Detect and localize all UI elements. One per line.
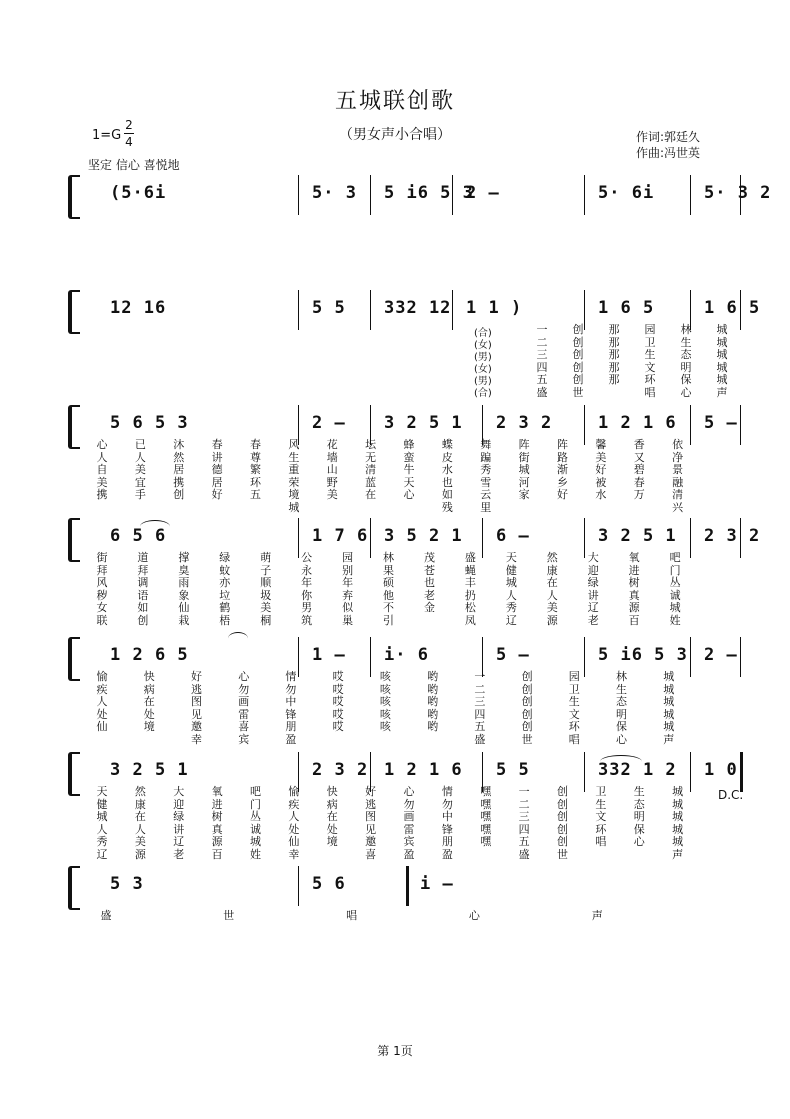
score-system	[70, 518, 761, 638]
measure-notes: 5· 3 2	[704, 183, 772, 203]
measure-notes: 3 2 5 1	[598, 526, 677, 546]
measure-notes: 6 –	[496, 526, 530, 546]
lyric-column: 哎 哎 哎 哎 哎	[332, 670, 344, 733]
measure-notes: 5 –	[496, 645, 530, 665]
lyric-column: 吧 门 丛 诚 城 姓	[250, 785, 261, 861]
bar-line	[298, 290, 299, 330]
lyric-column: 心	[468, 909, 480, 922]
lyric-column: 盛	[100, 909, 112, 922]
lyric-column: 依 净 景 融 清 兴	[672, 438, 684, 514]
bar-line	[690, 518, 691, 558]
lyric-column: 情 勿 中 锋 朋 盈	[441, 785, 453, 861]
lyric-column: 舞 蹁 秀 雪 云 里	[480, 438, 492, 514]
lyric-column: 城 城 城 城 城 声	[672, 785, 684, 861]
lyric-column: 园 卫 生 文 环 唱	[568, 670, 580, 746]
measure-notes: 5 6	[312, 874, 346, 894]
bar-line	[298, 518, 299, 558]
lyric-column: 大 迎 绿 讲 辽 老	[173, 785, 185, 861]
bar-line	[690, 405, 691, 445]
lyric-column: 情 勿 中 锋 朋 盈	[285, 670, 297, 746]
lyric-column: 坛 无 清 蓝 在	[365, 438, 377, 501]
bar-line	[370, 290, 371, 330]
lyric-column: 茂 苍 也 老 金	[423, 551, 435, 614]
system-bracket	[68, 752, 80, 796]
lyric-column: 林 生 态 明 保 心	[616, 670, 628, 746]
lyric-column: 撑 臭 雨 象 仙 栽	[178, 551, 190, 627]
bar-line	[740, 752, 743, 792]
lyric-column: 春 讲 德 居 好	[211, 438, 223, 501]
lyric-column: 园 别 年 弃 似 巢	[342, 551, 354, 627]
measure-notes: 2 –	[704, 645, 738, 665]
lyric-column: 街 拜 风 秽 女 联	[96, 551, 108, 627]
lyric-column: 好 逃 图 见 邀 幸	[190, 670, 202, 746]
lyric-column: 创 创 创 创 创 世	[557, 785, 568, 861]
lyric-column: 咳 咳 咳 咳 咳	[379, 670, 391, 733]
lyric-column: 世	[223, 909, 235, 922]
bar-line	[584, 752, 585, 792]
bar-line	[584, 518, 585, 558]
lyric-column: 萌 子 顺 圾 美 桐	[260, 551, 272, 627]
lyric-column: 花 墙 山 野 美	[326, 438, 338, 501]
lyric-column: 绿 蚊 亦 垃 鹤 梧	[219, 551, 231, 627]
bar-line	[584, 637, 585, 677]
lyricist-credit: 作词:郭廷久	[636, 130, 701, 144]
lyric-column: 园 卫 生 文 环 唱	[644, 323, 656, 399]
system-bracket	[68, 175, 80, 219]
measure-notes: 1 0	[704, 760, 738, 780]
lyric-column: 风 生 重 荣 境 城	[288, 438, 300, 514]
lyric-column: 生 态 明 保 心	[633, 785, 645, 848]
lyric-column: 已 人 美 宜 手	[134, 438, 146, 501]
lyric-column: 吧 门 丛 诚 城 姓	[669, 551, 681, 627]
lyric-column: 一 二 三 四 五 盛	[536, 323, 548, 399]
bar-line	[584, 175, 585, 215]
bar-line	[690, 175, 691, 215]
bar-line	[298, 866, 299, 906]
lyric-column: 那 那 那 那 那	[608, 323, 620, 386]
bar-line	[690, 752, 691, 792]
measure-notes: 1 2 1 6	[384, 760, 463, 780]
tie-slur	[140, 520, 170, 533]
page-number: 第 1页	[377, 1044, 413, 1058]
tempo-marking: 坚定 信心 喜悦地	[88, 158, 180, 172]
measure-notes: 332 12	[384, 298, 452, 318]
measure-notes: 5 i6 5 3	[384, 183, 474, 203]
time-signature: 2 4	[125, 118, 133, 149]
lyric-column: 创 创 创 创 创 世	[572, 323, 584, 399]
lyric-column: 阵 街 城 河 家	[518, 438, 530, 501]
measure-notes: 1 6 5	[598, 298, 655, 318]
lyric-column: 然 康 在 人 美 源	[134, 785, 146, 861]
voice-label: (男)	[474, 352, 492, 363]
bar-line	[740, 637, 741, 677]
score-system	[70, 637, 740, 757]
tie-slur	[600, 755, 642, 768]
measure-notes: 2 3 2	[312, 760, 369, 780]
bar-line	[584, 405, 585, 445]
lyric-column: 沐 然 居 携 创	[173, 438, 185, 501]
measure-notes: 2 3 2	[496, 413, 553, 433]
lyric-column: 春 尊 繁 环 五	[250, 438, 261, 501]
lyric-column: 嘿 嘿 嘿 嘿 嘿	[480, 785, 492, 848]
lyric-column: 一 二 三 四 五 盛	[518, 785, 530, 861]
measure-notes: 1 6 5	[704, 298, 761, 318]
lyric-column: 盛 蝇 丰 扔 松 凤	[464, 551, 476, 627]
lyric-column: 林 果 硕 他 不 引	[383, 551, 395, 627]
lyric-column: 蜂 蛮 牛 天 心	[403, 438, 415, 501]
lyric-column: 阵 路 渐 乡 好	[557, 438, 568, 501]
lyric-column: 香 又 碧 春 万	[633, 438, 645, 501]
bar-line	[370, 518, 371, 558]
bar-line	[406, 866, 409, 906]
measure-notes: 6 5 6	[110, 526, 167, 546]
measure-notes: 5 5	[496, 760, 530, 780]
system-bracket	[68, 405, 80, 449]
measure-notes: 1 –	[312, 645, 346, 665]
voice-label: (合)	[474, 328, 492, 339]
lyric-column: 卫 生 文 环 唱	[595, 785, 607, 848]
measure-notes: 1 1 )	[466, 298, 523, 318]
lyric-column: 愉 疾 人 处 仙	[96, 670, 108, 733]
measure-notes: 5· 6i	[598, 183, 655, 203]
lyric-column: 创 创 创 创 创 世	[521, 670, 533, 746]
measure-notes: 332 1 2	[598, 760, 677, 780]
measure-notes: 1 2 1 6	[598, 413, 677, 433]
lyric-column: 道 拜 调 语 如 创	[137, 551, 149, 627]
bar-line	[370, 175, 371, 215]
lyric-column: 大 迎 绿 讲 辽 老	[587, 551, 599, 627]
lyric-column: 好 逃 图 见 邀 喜	[365, 785, 377, 861]
song-title: 五城联创歌	[334, 89, 455, 114]
lyric-column: 心 人 自 美 携	[96, 438, 108, 501]
lyric-column: 林 生 态 明 保 心	[680, 323, 692, 399]
measure-notes: 3 2 5 1	[110, 760, 189, 780]
measure-notes: 2 –	[466, 183, 500, 203]
measure-notes: 1 2 6 5	[110, 645, 189, 665]
bar-line	[584, 290, 585, 330]
measure-notes: 5· 3	[312, 183, 357, 203]
system-bracket	[68, 290, 80, 334]
lyric-column: 声	[591, 909, 603, 922]
lyric-column: 公 永 年 你 男 筑	[301, 551, 313, 627]
voice-label: (男)	[474, 376, 492, 387]
lyric-column: 哟 哟 哟 哟 哟	[427, 670, 439, 733]
lyric-column: 然 康 在 人 美 源	[546, 551, 558, 627]
system-bracket	[68, 866, 80, 910]
measure-notes: 12 16	[110, 298, 167, 318]
voice-label: (合)	[474, 388, 492, 399]
song-subtitle: （男女声小合唱）	[339, 127, 451, 143]
key-signature: 1=G	[92, 128, 122, 143]
score-system	[70, 405, 740, 525]
bar-line	[298, 175, 299, 215]
lyric-column: 天 健 城 人 秀 辽	[505, 551, 517, 627]
lyric-column: 快 病 在 处 境	[143, 670, 155, 733]
score-system	[70, 290, 761, 410]
bar-line	[452, 290, 453, 330]
measure-notes: 5 3	[110, 874, 144, 894]
lyric-column: 城 城 城 城 城 声	[663, 670, 675, 746]
lyric-column: 氧 进 树 真 源 百	[211, 785, 223, 861]
measure-notes: i· 6	[384, 645, 429, 665]
lyric-column: 心 勿 画 雷 喜 宾	[238, 670, 250, 746]
lyric-column: 馨 美 好 被 水	[595, 438, 607, 501]
lyric-column: 快 病 在 处 境	[326, 785, 338, 848]
da-capo-marking: D.C.	[718, 788, 744, 802]
lyric-column: 唱	[346, 909, 358, 922]
lyric-column: 城 城 城 城 城 声	[716, 323, 728, 399]
system-bracket	[68, 637, 80, 681]
bar-line	[298, 637, 299, 677]
measure-notes: 2 –	[312, 413, 346, 433]
measure-notes: (5·6i	[110, 183, 167, 203]
score-system	[70, 752, 744, 872]
measure-notes: i –	[420, 874, 454, 894]
tie-slur	[228, 632, 248, 645]
measure-notes: 1 7 6	[312, 526, 369, 546]
voice-label: (女)	[474, 364, 492, 375]
measure-notes: 5 5	[312, 298, 346, 318]
bar-line	[690, 637, 691, 677]
score-system	[70, 175, 772, 295]
lyric-column: 氧 进 树 真 源 百	[628, 551, 640, 627]
lyric-column: 一 二 三 四 五 盛	[474, 670, 486, 746]
score-system	[70, 866, 740, 986]
measure-notes: 5 6 5 3	[110, 413, 189, 433]
lyric-column: 蝶 皮 水 也 如 残	[441, 438, 453, 514]
measure-notes: 5 –	[704, 413, 738, 433]
lyric-column: 心 勿 画 雷 宾 盈	[403, 785, 415, 861]
measure-notes: 3 5 2 1	[384, 526, 463, 546]
bar-line	[740, 405, 741, 445]
system-bracket	[68, 518, 80, 562]
lyric-column: 愉 疾 人 处 仙 幸	[288, 785, 300, 861]
lyric-column: 天 健 城 人 秀 辽	[96, 785, 108, 861]
bar-line	[370, 637, 371, 677]
bar-line	[482, 518, 483, 558]
composer-credit: 作曲:冯世英	[636, 146, 701, 160]
measure-notes: 2 3 2	[704, 526, 761, 546]
voice-label: (女)	[474, 340, 492, 351]
measure-notes: 3 2 5 1	[384, 413, 463, 433]
measure-notes: 5 i6 5 3	[598, 645, 688, 665]
